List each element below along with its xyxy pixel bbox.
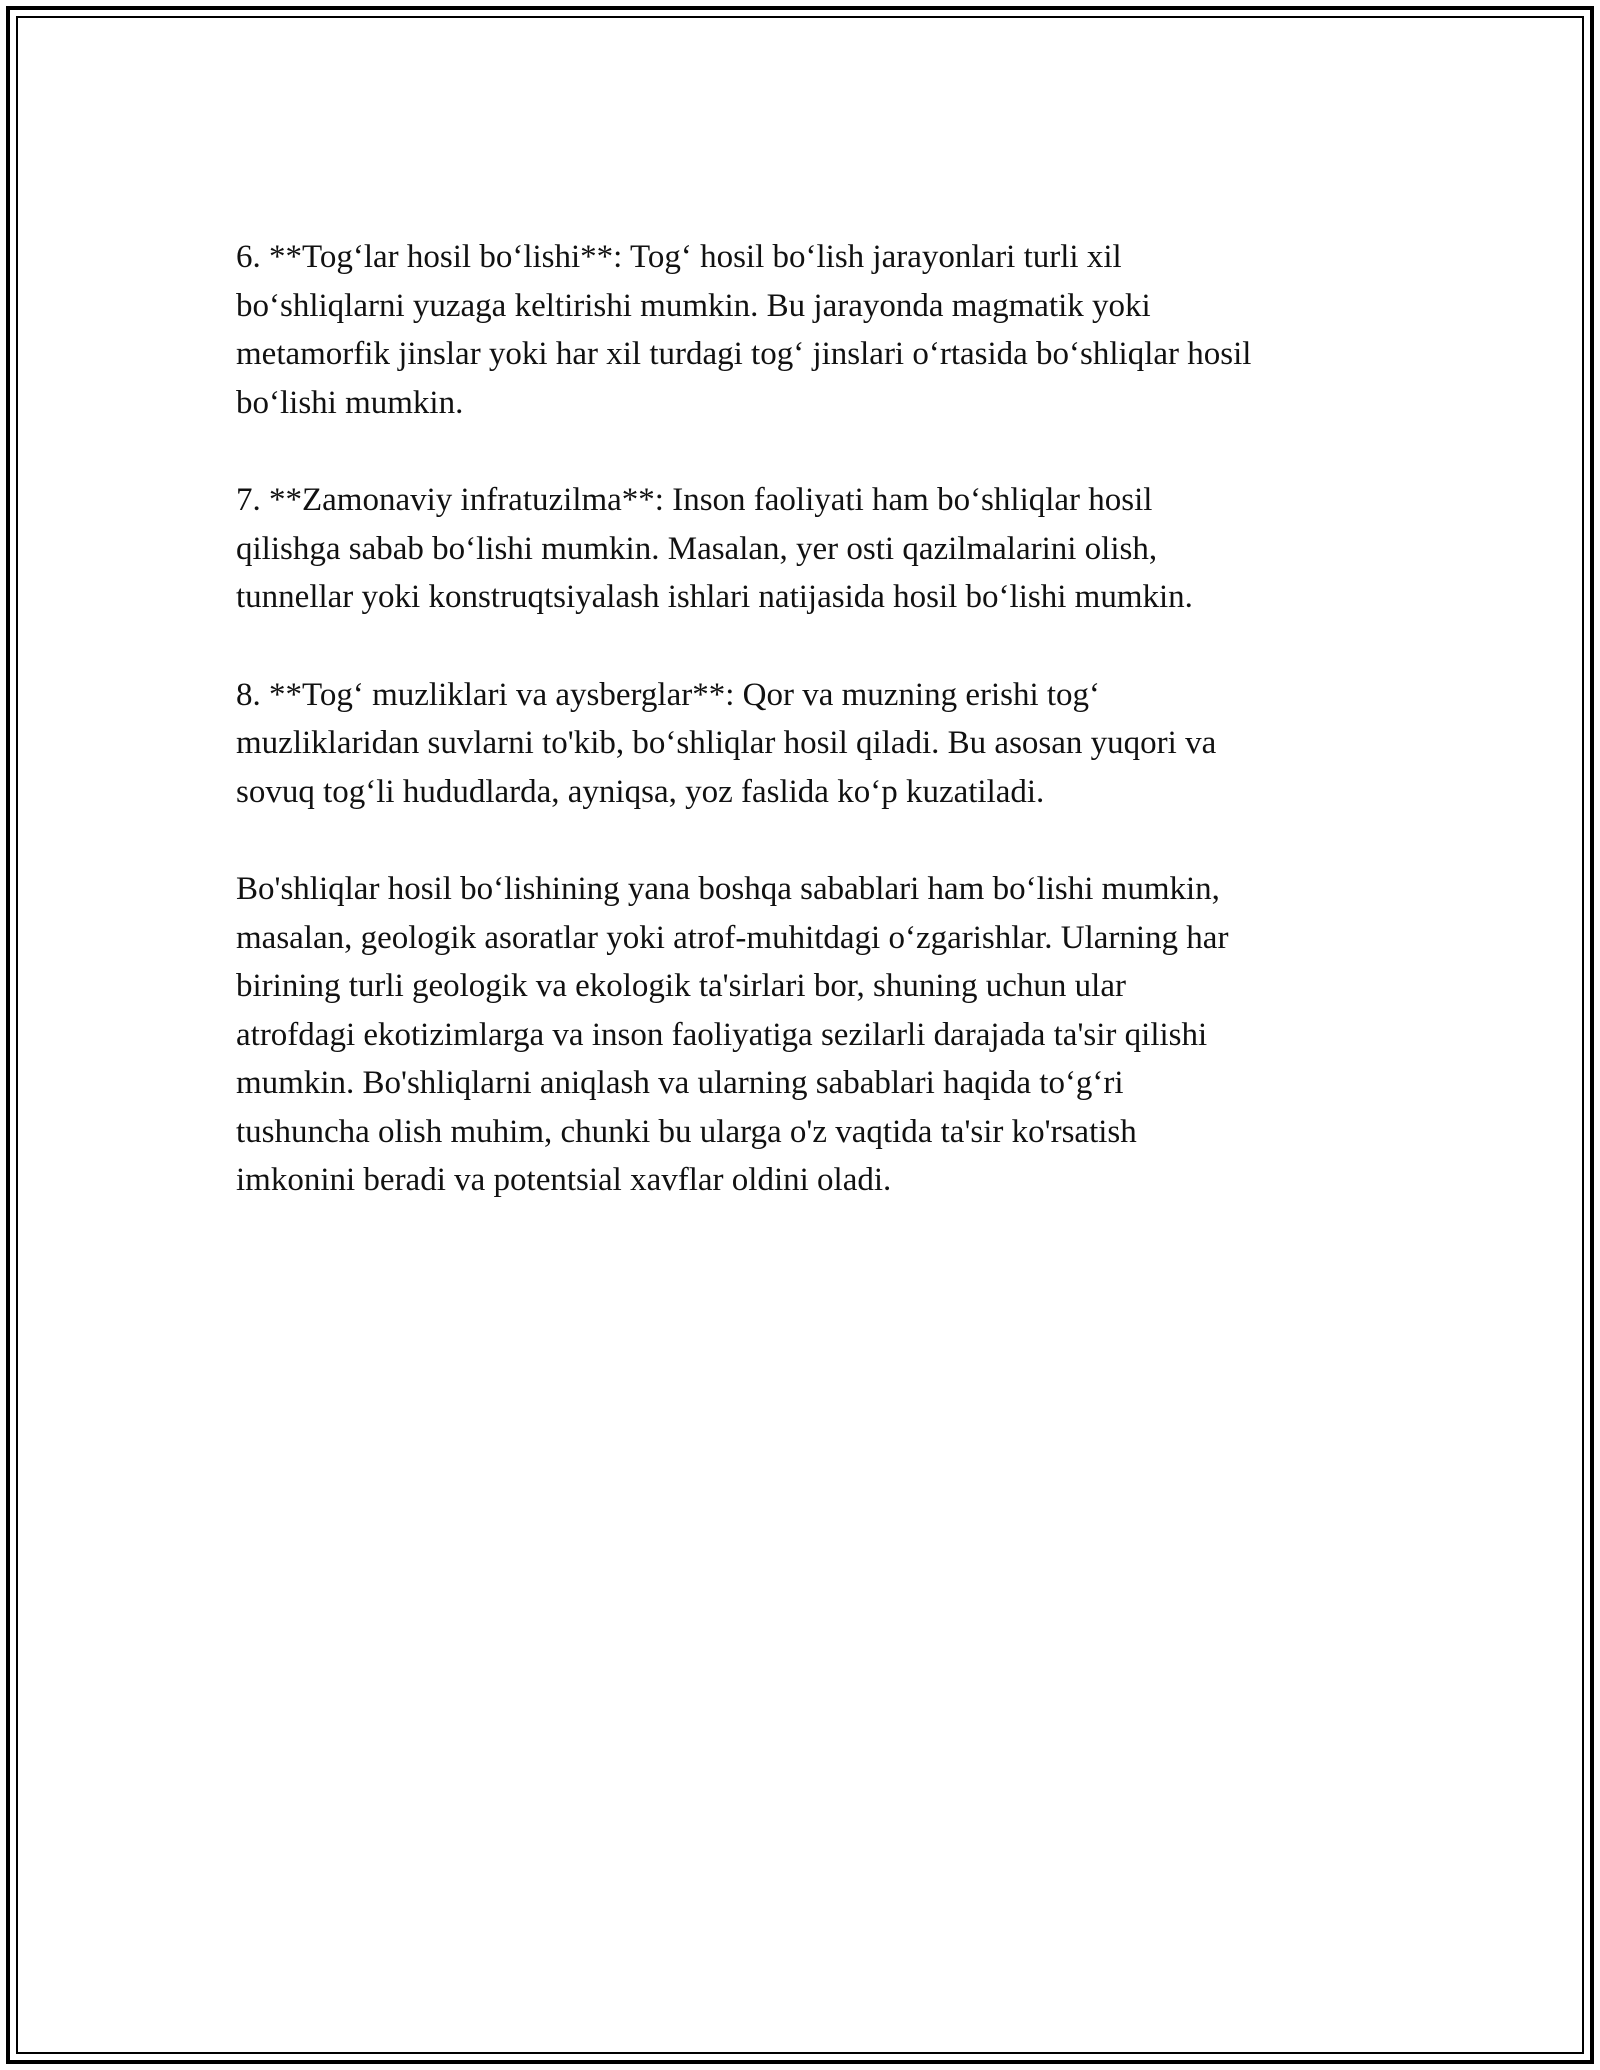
paragraph-modern-infrastructure: 7. **Zamonaviy infratuzilma**: Inson faoliyati ham bo‘shliqlar hosil qilishga sabab bo‘lishi mumkin. Masalan, yer osti qazilmalarini olish, tunnellar yoki konstruqtsiyalash ishlari natijasida hosil bo‘lishi mumkin.	[236, 482, 1193, 615]
paragraph-conclusion: Bo'shliqlar hosil bo‘lishining yana boshqa sabablari ham bo‘lishi mumkin, masalan, geologik asoratlar yoki atrof-muhitdagi o‘zgarishlar. Ularning har birining turli geologik va ekologik ta'sirlari bor, shuning uchun ular atrofdagi ekotizimlarga va inson faoliyatiga sezilarli darajada ta'sir qilishi mumkin. Bo'shliqlarni aniqlash va ularning sabablari haqida to‘g‘ri tushuncha olish muhim, chunki bu ularga o'z vaqtida ta'sir ko'rsatish imkonini beradi va potentsial xavflar oldini oladi.	[236, 871, 1229, 1198]
document-body	[236, 233, 1386, 1254]
paragraph-glaciers-icebergs: 8. **Tog‘ muzliklari va aysberglar**: Qor va muzning erishi tog‘ muzliklaridan suvlarni to'kib, bo‘shliqlar hosil qiladi. Bu asosan yuqori va sovuq tog‘li hududlarda, ayniqsa, yoz faslida ko‘p kuzatiladi.	[236, 676, 1217, 810]
paragraph-mountain-formation: 6. **Tog‘lar hosil bo‘lishi**: Tog‘ hosil bo‘lish jarayonlari turli xil bo‘shliqlarni yuzaga keltirishi mumkin. Bu jarayonda magmatik yoki metamorfik jinslar yoki har xil turdagi tog‘ jinslari o‘rtasida bo‘shliqlar hosil bo‘lishi mumkin.	[236, 239, 1252, 421]
